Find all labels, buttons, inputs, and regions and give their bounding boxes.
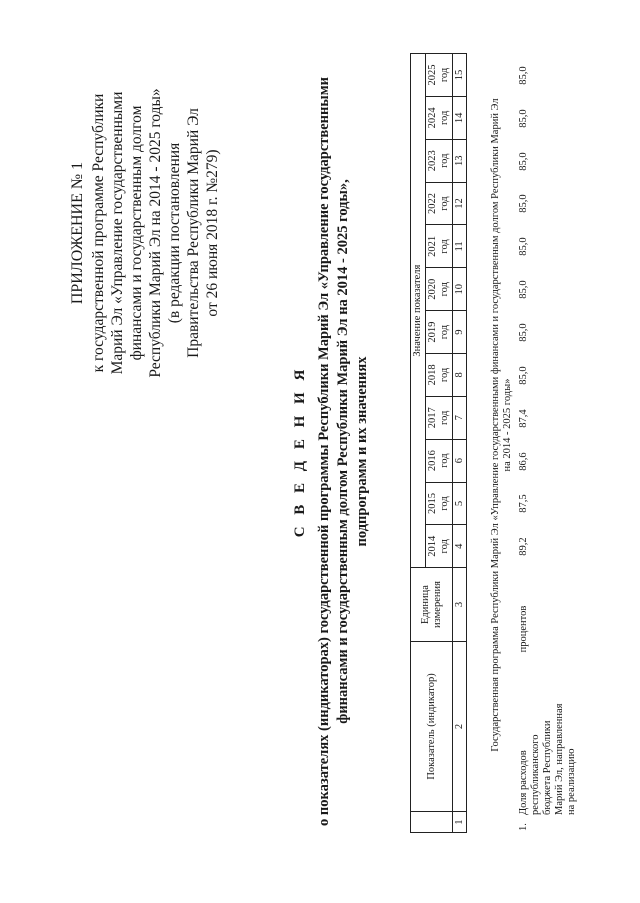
column-number: 11 xyxy=(453,225,467,268)
column-number: 1 xyxy=(453,812,467,833)
year-header: 2020 год xyxy=(426,268,453,311)
row-value: 87,5 xyxy=(518,494,529,513)
appendix-line: Марий Эл «Управление государственными xyxy=(109,91,126,375)
appendix-line: Республики Марий Эл на 2014 - 2025 годы» xyxy=(147,88,164,378)
column-number: 14 xyxy=(453,96,467,139)
year-header: 2018 год xyxy=(426,354,453,397)
year-header: 2025 год xyxy=(426,54,453,97)
column-number: 3 xyxy=(453,568,467,642)
appendix-line: к государственной программе Республики xyxy=(90,93,107,373)
header-indicator: Показатель (индикатор) xyxy=(411,641,453,811)
year-header: 2016 год xyxy=(426,439,453,482)
column-number: 2 xyxy=(453,641,467,811)
column-number: 7 xyxy=(453,396,467,439)
appendix-title: ПРИЛОЖЕНИЕ № 1 xyxy=(69,161,86,305)
year-header: 2019 год xyxy=(426,311,453,354)
header-values: Значение показателя xyxy=(411,54,426,568)
row-value: 85,0 xyxy=(518,323,529,342)
column-number: 15 xyxy=(453,54,467,97)
column-number: 4 xyxy=(453,525,467,568)
header-unit: Единица измерения xyxy=(411,568,453,642)
row-value: 85,0 xyxy=(518,66,529,85)
row-value: 85,0 xyxy=(518,109,529,128)
column-number: 8 xyxy=(453,354,467,397)
document-subtitle xyxy=(315,10,372,893)
year-header: 2024 год xyxy=(426,96,453,139)
column-number: 6 xyxy=(453,439,467,482)
row-value: 85,0 xyxy=(518,280,529,299)
section-title-line: Государственная программа Республики Марий Эл «Управление государственными финансами и государственным долгом Республики Марий Эл xyxy=(490,98,501,752)
row-value: 89,2 xyxy=(518,537,529,556)
row-value: 85,0 xyxy=(518,237,529,256)
indicators-table xyxy=(410,53,467,833)
row-indicator xyxy=(518,665,578,815)
subtitle-line: о показателях (индикаторах) государственной программы Республики Марий Эл «Управление государственными xyxy=(316,77,332,826)
appendix-line: (в редакции постановления xyxy=(166,142,183,324)
column-number: 5 xyxy=(453,482,467,525)
column-number-row xyxy=(453,54,467,833)
section-title-line: на 2014 - 2025 годы» xyxy=(502,378,513,472)
indicator-line: Марий Эл, направленная xyxy=(554,703,565,815)
appendix-line: от 26 июня 2018 г. №279) xyxy=(204,149,221,317)
header-num-cell xyxy=(411,812,453,833)
year-header: 2015 год xyxy=(426,482,453,525)
indicator-line: на реализацию xyxy=(566,748,577,815)
column-number: 13 xyxy=(453,139,467,182)
row-value: 85,0 xyxy=(518,366,529,385)
appendix-line: финансами и государственным долгом xyxy=(128,105,145,361)
column-number: 10 xyxy=(453,268,467,311)
row-unit: процентов xyxy=(518,605,529,653)
document-heading: С В Е Д Е Н И Я xyxy=(292,365,308,538)
year-header: 2021 год xyxy=(426,225,453,268)
column-number: 12 xyxy=(453,182,467,225)
row-value: 86,6 xyxy=(518,452,529,471)
year-header: 2014 год xyxy=(426,525,453,568)
year-header: 2017 год xyxy=(426,396,453,439)
section-title xyxy=(490,65,514,785)
subtitle-line: финансами и государственным долгом Республики Марий Эл на 2014 - 2025 годы», xyxy=(335,179,351,724)
row-value: 85,0 xyxy=(518,152,529,171)
indicator-line: республиканского xyxy=(530,734,541,815)
row-value: 87,4 xyxy=(518,409,529,428)
year-header: 2022 год xyxy=(426,182,453,225)
appendix-header xyxy=(68,68,222,398)
appendix-line: Правительства Республики Марий Эл xyxy=(185,108,202,358)
indicator-line: бюджета Республики xyxy=(542,720,553,815)
subtitle-line: подпрограмм и их значениях xyxy=(354,356,370,547)
year-header: 2023 год xyxy=(426,139,453,182)
indicator-line: Доля расходов xyxy=(518,750,529,815)
row-number: 1. xyxy=(518,823,529,831)
row-value: 85,0 xyxy=(518,194,529,213)
column-number: 9 xyxy=(453,311,467,354)
